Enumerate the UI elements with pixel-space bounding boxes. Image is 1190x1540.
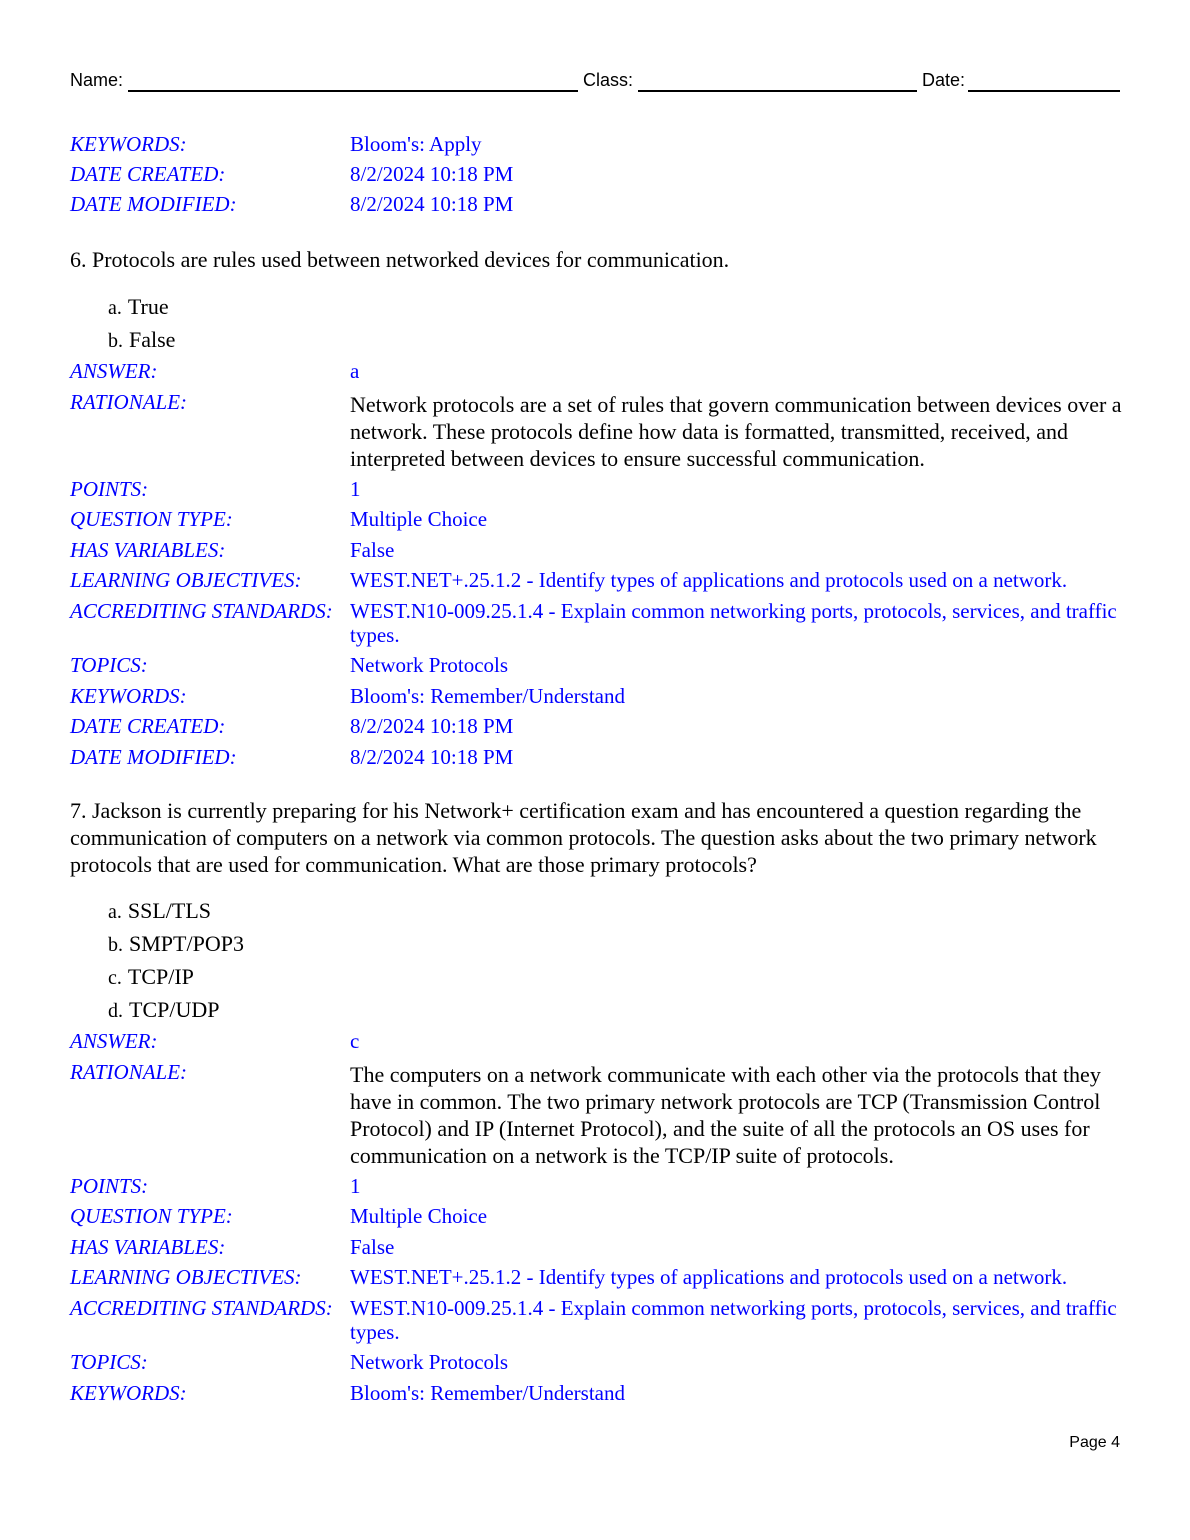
meta-row: [70, 714, 1122, 745]
meta-value: False: [350, 538, 395, 562]
meta-key: DATE MODIFIED:: [70, 745, 237, 769]
meta-key: ANSWER:: [70, 359, 158, 383]
question-7-text: 7. Jackson is currently preparing for his Network+ certification exam and has encountered a question regarding the communication of computers on a network via common protocols. The question asks about the two primary network protocols that are used for communication. What are those primary protocols?: [70, 798, 1097, 877]
answer-value: a: [350, 359, 360, 383]
q6-meta: [70, 359, 1122, 775]
meta-key: DATE CREATED:: [70, 714, 226, 738]
meta-value: Multiple Choice: [350, 1204, 488, 1228]
prev-meta: [70, 132, 1122, 222]
meta-key: HAS VARIABLES:: [70, 538, 226, 562]
rationale-row: [70, 390, 1122, 477]
meta-key: ACCREDITING STANDARDS:: [70, 599, 333, 623]
meta-row: [70, 1174, 1122, 1204]
meta-value: Bloom's: Remember/Understand: [350, 684, 625, 708]
meta-value: WEST.NET+.25.1.2 - Identify types of applications and protocols used on a network.: [350, 568, 1068, 592]
class-line: [638, 90, 917, 92]
meta-key: QUESTION TYPE:: [70, 1204, 233, 1228]
meta-value: Bloom's: Apply: [350, 132, 482, 156]
meta-row: [70, 653, 1122, 684]
meta-value: Bloom's: Remember/Understand: [350, 1381, 625, 1405]
meta-key: ACCREDITING STANDARDS:: [70, 1296, 333, 1320]
q7-option-b: b. SMPT/POP3: [108, 931, 244, 956]
meta-row: [70, 507, 1122, 538]
rationale-value: The computers on a network communicate with each other via the protocols that they have in common. The two primary network protocols are TCP (Transmission Control Protocol) and IP (Internet Protocol), and the suite of all the protocols an OS uses for communication on a network is the TCP/IP suite of protocols.: [350, 1062, 1101, 1168]
meta-row: [70, 132, 1122, 162]
meta-key: QUESTION TYPE:: [70, 507, 233, 531]
name-label: Name:: [70, 70, 124, 90]
page-number: Page 4: [1069, 1434, 1120, 1451]
meta-value: 8/2/2024 10:18 PM: [350, 192, 514, 216]
q7-option-d: d. TCP/UDP: [108, 997, 220, 1022]
meta-key: DATE MODIFIED:: [70, 192, 237, 216]
meta-row: [70, 599, 1122, 653]
meta-row: [70, 538, 1122, 568]
meta-row: [70, 477, 1122, 507]
q6-option-b: b. False: [108, 327, 176, 352]
meta-key: ANSWER:: [70, 1029, 158, 1053]
meta-value: 1: [350, 1174, 361, 1198]
meta-row: [70, 192, 1122, 222]
meta-value: Multiple Choice: [350, 507, 488, 531]
date-label: Date:: [922, 70, 966, 90]
meta-row: [70, 1381, 1122, 1411]
meta-key: RATIONALE:: [70, 390, 188, 414]
meta-key: HAS VARIABLES:: [70, 1235, 226, 1259]
rationale-row: [70, 1060, 1122, 1174]
meta-key: POINTS:: [70, 1174, 149, 1198]
meta-row: [70, 1204, 1122, 1235]
meta-key: DATE CREATED:: [70, 162, 226, 186]
name-line: [128, 90, 578, 92]
q6-option-a: a. True: [108, 294, 169, 319]
answer-row: [70, 1029, 1122, 1060]
meta-key: POINTS:: [70, 477, 149, 501]
meta-value: 1: [350, 477, 361, 501]
form-header: [70, 68, 1120, 94]
meta-key: KEYWORDS:: [70, 1381, 187, 1405]
meta-value: False: [350, 1235, 395, 1259]
meta-value: WEST.N10-009.25.1.4 - Explain common networking ports, protocols, services, and traffic types.: [350, 599, 1117, 647]
q7-option-a: a. SSL/TLS: [108, 898, 212, 923]
q7-option-c: c. TCP/IP: [108, 964, 194, 989]
meta-key: RATIONALE:: [70, 1060, 188, 1084]
date-line: [968, 90, 1120, 92]
meta-row: [70, 1350, 1122, 1381]
question-6-text: 6. Protocols are rules used between networked devices for communication.: [70, 247, 730, 272]
meta-key: TOPICS:: [70, 653, 148, 677]
meta-key: KEYWORDS:: [70, 132, 187, 156]
rationale-value: Network protocols are a set of rules that govern communication between devices over a network. These protocols define how data is formatted, transmitted, received, and interpreted between devices to ensure successful communication.: [350, 392, 1122, 471]
meta-value: 8/2/2024 10:18 PM: [350, 714, 514, 738]
meta-row: [70, 162, 1122, 192]
meta-key: KEYWORDS:: [70, 684, 187, 708]
meta-key: LEARNING OBJECTIVES:: [70, 1265, 302, 1289]
meta-row: [70, 1296, 1122, 1350]
answer-value: c: [350, 1029, 360, 1053]
meta-value: Network Protocols: [350, 653, 509, 677]
meta-row: [70, 745, 1122, 775]
q7-meta: [70, 1029, 1122, 1411]
class-label: Class:: [583, 70, 634, 90]
meta-row: [70, 1235, 1122, 1265]
meta-row: [70, 1265, 1122, 1296]
meta-value: WEST.NET+.25.1.2 - Identify types of applications and protocols used on a network.: [350, 1265, 1068, 1289]
meta-value: 8/2/2024 10:18 PM: [350, 745, 514, 769]
meta-key: LEARNING OBJECTIVES:: [70, 568, 302, 592]
meta-value: 8/2/2024 10:18 PM: [350, 162, 514, 186]
meta-key: TOPICS:: [70, 1350, 148, 1374]
meta-row: [70, 568, 1122, 599]
meta-value: WEST.N10-009.25.1.4 - Explain common networking ports, protocols, services, and traffic types.: [350, 1296, 1117, 1344]
answer-row: [70, 359, 1122, 390]
meta-value: Network Protocols: [350, 1350, 509, 1374]
meta-row: [70, 684, 1122, 714]
